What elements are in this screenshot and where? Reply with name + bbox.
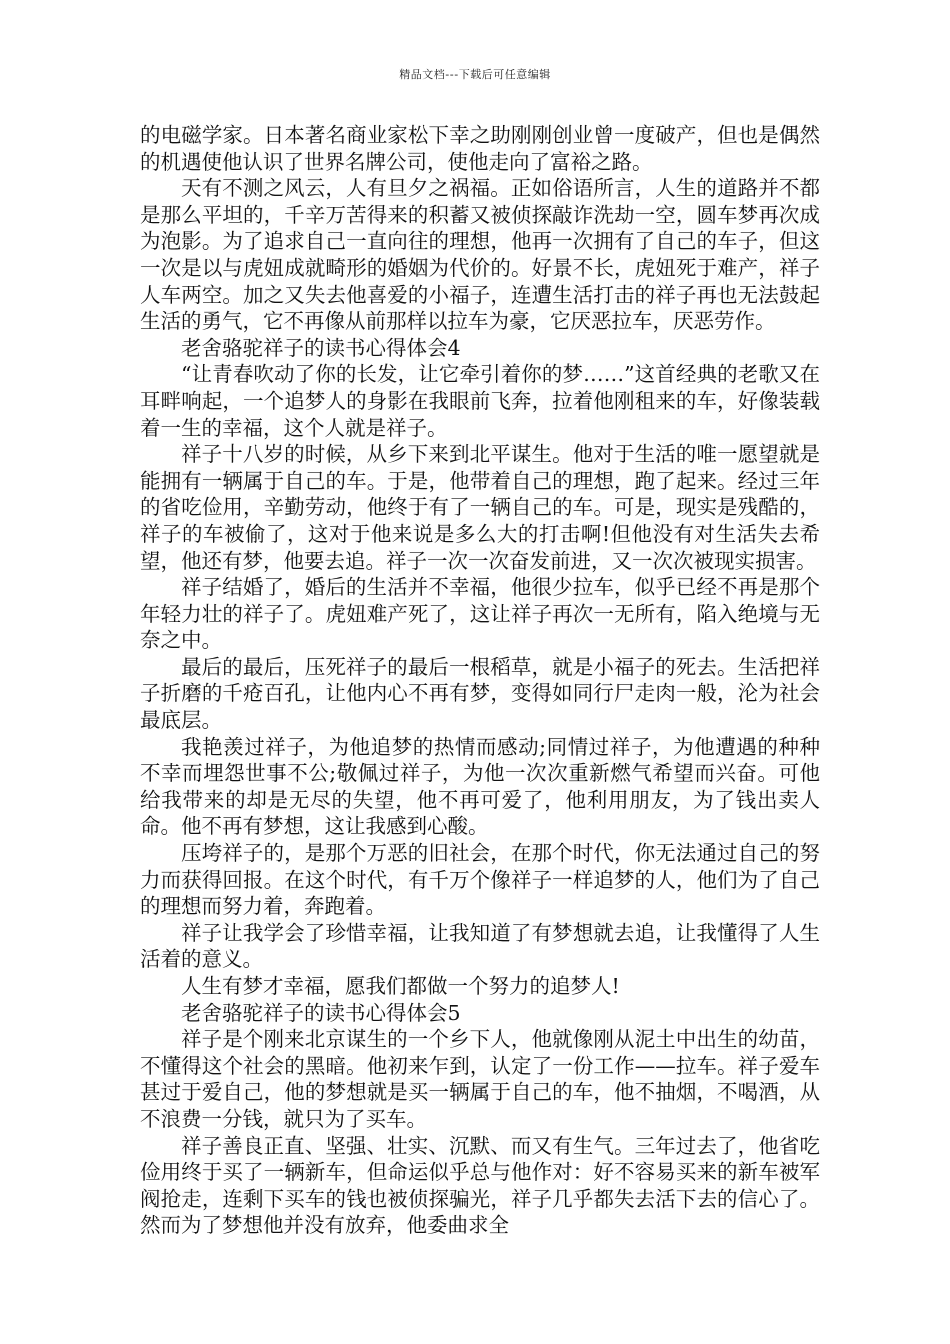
paragraph: “让青春吹动了你的长发，让它牵引着你的梦……”这首经典的老歌又在耳畔响起，一个追梦人的身影在我眼前飞奔，拉着他刚租来的车，好像装载着一生的幸福，这个人就是祥子。 <box>140 362 820 440</box>
paragraph: 天有不测之风云，人有旦夕之祸福。正如俗语所言，人生的道路并不都是那么平坦的，千辛万苦得来的积蓄又被侦探敲诈洗劫一空，圆车梦再次成为泡影。为了追求自己一直向往的理想，他再一次拥有了自己的车子，但这一次是以与虎妞成就畸形的婚姻为代价的。好景不长，虎妞死于难产，祥子人车两空。加之又失去他喜爱的小福子，连遭生活打击的祥子再也无法鼓起生活的勇气，它不再像从前那样以拉车为豪，它厌恶拉车，厌恶劳作。 <box>140 176 820 334</box>
paragraph: 人生有梦才幸福，愿我们都做一个努力的追梦人! <box>181 974 620 998</box>
document-body <box>140 122 820 1239</box>
paragraph: 最后的最后，压死祥子的最后一根稻草，就是小福子的死去。生活把祥子折磨的千疮百孔，让他内心不再有梦，变得如同行尸走肉一般，沦为社会最底层。 <box>140 654 820 733</box>
paragraph: 祥子让我学会了珍惜幸福，让我知道了有梦想就去追，让我懂得了人生活着的意义。 <box>140 920 820 972</box>
paragraph: 祥子十八岁的时候，从乡下来到北平谋生。他对于生活的唯一愿望就是能拥有一辆属于自己的车。于是，他带着自己的理想，跑了起来。经过三年的省吃俭用，辛勤劳动，他终于有了一辆自己的车。可是，现实是残酷的，祥子的车被偷了，这对于他来说是多么大的打击啊!但他没有对生活失去希望，他还有梦，他要去追。祥子一次一次奋发前进，又一次次被现实损害。 <box>140 442 820 573</box>
page-header: 精品文档---下载后可任意编辑 <box>399 68 551 81</box>
section-heading: 老舍骆驼祥子的读书心得体会5 <box>181 1000 461 1025</box>
paragraph: 的电磁学家。日本著名商业家松下幸之助刚刚创业曾一度破产，但也是偶然的机遇使他认识了世界名牌公司，使他走向了富裕之路。 <box>140 123 820 174</box>
paragraph: 祥子善良正直、坚强、壮实、沉默、而又有生气。三年过去了，他省吃俭用终于买了一辆新车，但命运似乎总与他作对：好不容易买来的新车被军阀抢走，连剩下买车的钱也被侦探骗光，祥子几乎都失去活下去的信心了。然而为了梦想他并没有放弃，他委曲求全 <box>140 1133 820 1238</box>
paragraph: 我艳羡过祥子，为他追梦的热情而感动;同情过祥子，为他遭遇的种种不幸而埋怨世事不公;敬佩过祥子，为他一次次重新燃气希望而兴奋。可他给我带来的却是无尽的失望，他不再可爱了，他利用朋友，为了钱出卖人命。他不再有梦想，这让我感到心酸。 <box>140 734 820 839</box>
paragraph: 祥子结婚了，婚后的生活并不幸福，他很少拉车，似乎已经不再是那个年轻力壮的祥子了。虎妞难产死了，这让祥子再次一无所有，陷入绝境与无奈之中。 <box>140 575 820 653</box>
paragraph: 祥子是个刚来北京谋生的一个乡下人，他就像刚从泥土中出生的幼苗，不懂得这个社会的黑暗。他初来乍到，认定了一份工作——拉车。祥子爱车甚过于爱自己，他的梦想就是买一辆属于自己的车，他不抽烟，不喝酒，从不浪费一分钱，就只为了买车。 <box>140 1027 820 1131</box>
section-heading: 老舍骆驼祥子的读书心得体会4 <box>181 335 461 360</box>
paragraph: 压垮祥子的，是那个万恶的旧社会，在那个时代，你无法通过自己的努力而获得回报。在这个时代，有千万个像祥子一样追梦的人，他们为了自己的理想而努力着，奔跑着。 <box>140 841 820 919</box>
